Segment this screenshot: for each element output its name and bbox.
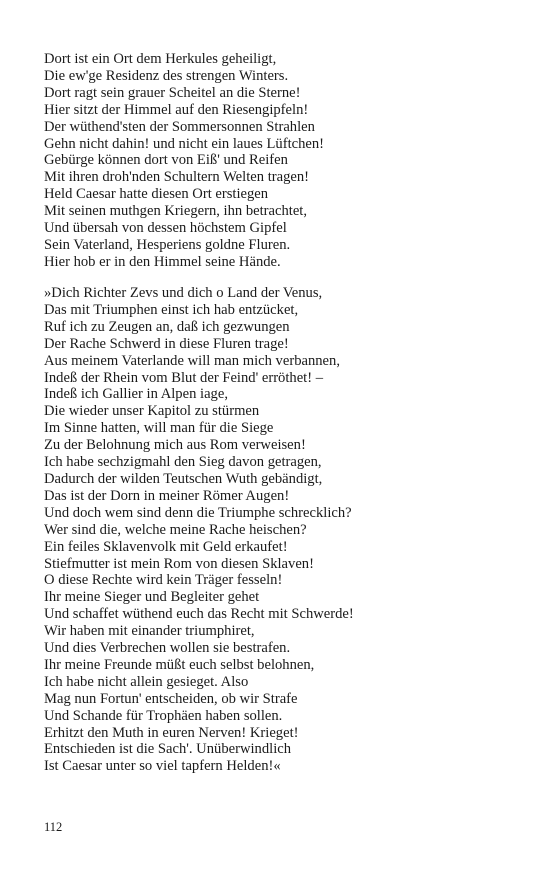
stanza: [44, 285, 524, 775]
verse-line: Ihr meine Freunde müßt euch selbst belohnen,: [44, 656, 315, 673]
verse-line: Der Rache Schwerd in diese Fluren trage!: [44, 335, 289, 352]
verse-line: Wer sind die, welche meine Rache heischen?: [44, 521, 307, 538]
verse-line: Entschieden ist die Sach'. Unüberwindlich: [44, 741, 292, 758]
verse-line: Ihr meine Sieger und Begleiter gehet: [44, 589, 260, 606]
verse-line: Indeß ich Gallier in Alpen iage,: [44, 386, 228, 403]
verse-line: Der wüthend'sten der Sommersonnen Strahlen: [44, 118, 315, 135]
verse-line: Dort ist ein Ort dem Herkules geheiligt,: [44, 51, 277, 67]
verse-line: O diese Rechte wird kein Träger fesseln!: [44, 572, 283, 589]
verse-line: Zu der Belohnung mich aus Rom verweisen!: [44, 437, 306, 454]
verse-line: Stiefmutter ist mein Rom von diesen Sklaven!: [44, 555, 314, 572]
verse-line: Und Schande für Trophäen haben sollen.: [44, 707, 283, 724]
verse-line: Gehn nicht dahin! und nicht ein laues Lüftchen!: [44, 135, 325, 152]
verse-line: Und doch wem sind denn die Triumphe schrecklich?: [44, 504, 352, 521]
verse-line: Held Caesar hatte diesen Ort erstiegen: [44, 186, 269, 203]
verse-line: Ein feiles Sklavenvolk mit Geld erkaufet!: [44, 538, 288, 555]
verse-line: Aus meinem Vaterlande will man mich verbannen,: [44, 352, 340, 369]
verse-line: Ich habe nicht allein gesieget. Also: [44, 673, 249, 690]
verse-line: Im Sinne hatten, will man für die Siege: [44, 420, 274, 437]
verse-line: Ich habe sechzigmahl den Sieg davon getragen,: [44, 454, 322, 471]
verse-line: Die wieder unser Kapitol zu stürmen: [44, 403, 260, 420]
verse-line: Dadurch der wilden Teutschen Wuth gebändigt,: [44, 470, 323, 487]
stanza: [44, 51, 524, 271]
verse-line: Mit seinen muthgen Kriegern, ihn betrachtet,: [44, 203, 308, 220]
verse-line: Hier hob er in den Himmel seine Hände.: [44, 253, 281, 270]
page-number: 112: [44, 820, 63, 834]
verse-line: Hier sitzt der Himmel auf den Riesengipfeln!: [44, 101, 309, 118]
verse-line: Gebürge können dort von Eiß' und Reifen: [44, 152, 288, 169]
verse-line: Mag nun Fortun' entscheiden, ob wir Strafe: [44, 690, 298, 707]
verse-line: Die ew'ge Residenz des strengen Winters.: [44, 67, 289, 84]
verse-line: Das ist der Dorn in meiner Römer Augen!: [44, 487, 290, 504]
verse-line: Dort ragt sein grauer Scheitel an die Sterne!: [44, 84, 301, 101]
verse-line: Wir haben mit einander triumphiret,: [44, 623, 255, 640]
verse-line: Indeß der Rhein vom Blut der Feind' erröthet! –: [44, 369, 324, 386]
verse-line: Ruf ich zu Zeugen an, daß ich gezwungen: [44, 318, 290, 335]
verse-line: Das mit Triumphen einst ich hab entzücket,: [44, 301, 299, 318]
verse-line: »Dich Richter Zevs und dich o Land der Venus,: [44, 285, 323, 301]
verse-line: Sein Vaterland, Hesperiens goldne Fluren.: [44, 236, 291, 253]
verse-line: Und übersah von dessen höchstem Gipfel: [44, 220, 287, 237]
verse-line: Mit ihren droh'nden Schultern Welten tragen!: [44, 169, 310, 186]
verse-line: Und dies Verbrechen wollen sie bestrafen.: [44, 640, 291, 657]
verse-line: Erhitzt den Muth in euren Nerven! Krieget!: [44, 724, 299, 741]
verse-line: Und schaffet wüthend euch das Recht mit Schwerde!: [44, 606, 354, 623]
verse-line: Ist Caesar unter so viel tapfern Helden!«: [44, 758, 281, 775]
